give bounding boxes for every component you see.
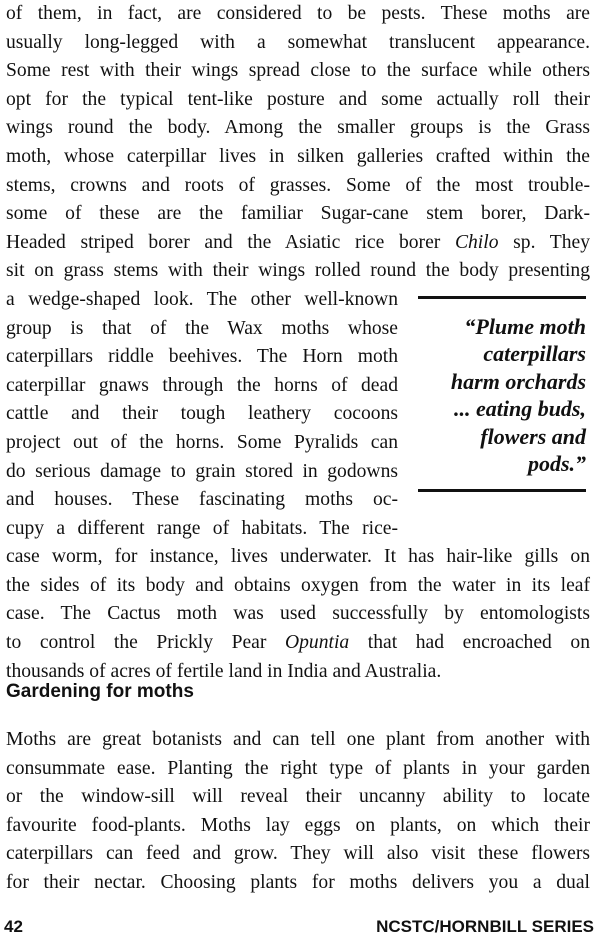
text-line: moth, whose caterpillar lives in silken galleries crafted within the xyxy=(6,145,590,167)
text-line: stems, crowns and roots of grasses. Some of the most trouble- xyxy=(6,174,590,196)
text-line: do serious damage to grain stored in godowns xyxy=(6,460,398,482)
text-line: group is that of the Wax moths whose xyxy=(6,317,398,339)
pull-quote-line: pods.” xyxy=(527,451,586,477)
text-line: case. The Cactus moth was used successfully by entomologists xyxy=(6,603,590,625)
text-line xyxy=(6,229,590,258)
text-segment: to control the Prickly Pear xyxy=(6,632,267,654)
text-line: or the window-sill will reveal their uncanny ability to locate xyxy=(6,786,590,808)
text-line: caterpillars riddle beehives. The Horn moth xyxy=(6,346,398,368)
page-number: 42 xyxy=(4,917,23,936)
text-line: project out of the horns. Some Pyralids can xyxy=(6,431,398,453)
text-line xyxy=(6,629,590,658)
series-title: NCSTC/HORNBILL SERIES xyxy=(376,917,594,936)
text-line: usually long-legged with a somewhat translucent appearance. xyxy=(6,31,590,53)
text-line: favourite food-plants. Moths lay eggs on plants, on which their xyxy=(6,814,590,836)
text-line: some of these are the familiar Sugar-cane stem borer, Dark- xyxy=(6,203,590,225)
text-segment: sp. They xyxy=(513,231,591,253)
text-line: case worm, for instance, lives underwater. It has hair-like gills on xyxy=(6,546,590,568)
species-name-chilo: Chilo xyxy=(454,231,499,253)
section-heading: Gardening for moths xyxy=(6,681,194,702)
pull-quote-line: flowers and xyxy=(480,423,586,449)
page-footer xyxy=(0,913,600,941)
text-line: for their nectar. Choosing plants for moths delivers you a dual xyxy=(6,871,590,893)
pull-quote-line: ... eating buds, xyxy=(453,396,586,422)
text-line: a wedge-shaped look. The other well-known xyxy=(6,288,398,310)
text-segment: that had encroached on xyxy=(367,632,590,654)
pull-quote-line: caterpillars xyxy=(483,341,586,367)
text-line: caterpillar gnaws through the horns of dead xyxy=(6,374,398,396)
text-line: opt for the typical tent-like posture and some actually roll their xyxy=(6,88,590,110)
text-line: Some rest with their wings spread close to the surface while others xyxy=(6,60,590,82)
text-line: sit on grass stems with their wings rolled round the body presenting xyxy=(6,260,590,282)
text-line: wings round the body. Among the smaller groups is the Grass xyxy=(6,117,590,139)
pull-quote-bottom-rule xyxy=(418,489,586,492)
text-line: Moths are great botanists and can tell one plant from another with xyxy=(6,729,590,750)
text-line: thousands of acres of fertile land in India and Australia. xyxy=(6,660,442,682)
text-line: caterpillars can feed and grow. They will also visit these flowers xyxy=(6,843,590,865)
pull-quote-line: “Plume moth xyxy=(464,314,586,339)
paragraph-gardening xyxy=(6,726,590,898)
text-line: and houses. These fascinating moths oc- xyxy=(6,489,398,511)
text-line: of them, in fact, are considered to be pests. These moths are xyxy=(6,3,590,24)
species-name-opuntia: Opuntia xyxy=(284,632,350,654)
text-line: the sides of its body and obtains oxygen from the water in its leaf xyxy=(6,574,590,596)
text-segment: Headed striped borer and the Asiatic rice borer xyxy=(6,231,441,253)
text-line: consummate ease. Planting the right type of plants in your garden xyxy=(6,757,590,779)
pull-quote-line: harm orchards xyxy=(450,368,586,394)
text-line: cupy a different range of habitats. The rice- xyxy=(6,517,398,539)
pull-quote-text xyxy=(418,299,586,489)
text-line: cattle and their tough leathery cocoons xyxy=(6,403,398,425)
pull-quote xyxy=(418,296,586,492)
